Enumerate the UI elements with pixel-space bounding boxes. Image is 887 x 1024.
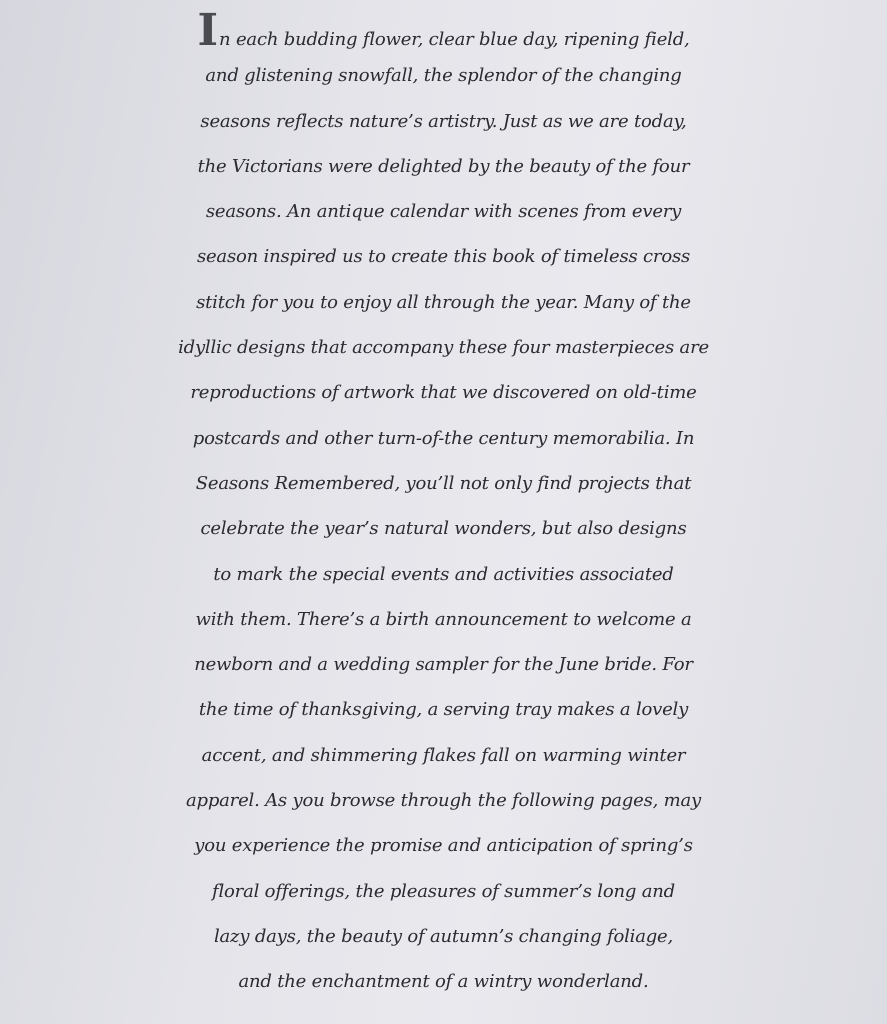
paragraph-line-9: reproductions of artwork that we discovered on old-time — [190, 382, 697, 404]
paragraph-line-16: the time of thanksgiving, a serving tray makes a lovely — [198, 699, 689, 721]
paragraph-line-22: and the enchantment of a wintry wonderland. — [238, 971, 649, 993]
paragraph-line-21: lazy days, the beauty of autumn’s changing foliage, — [213, 925, 674, 947]
paragraph-line-12: celebrate the year’s natural wonders, but also designs — [200, 518, 687, 540]
paragraph-line-20: floral offerings, the pleasures of summer’s long and — [212, 880, 675, 902]
paragraph-line-6: season inspired us to create this book of timeless cross — [196, 246, 691, 268]
paragraph-line-13: to mark the special events and activities associated — [213, 563, 674, 585]
paragraph-line-19: you experience the promise and anticipation of spring’s — [194, 835, 693, 857]
paragraph-line-2: and glistening snowfall, the splendor of the changing — [205, 65, 682, 87]
intro-paragraph — [0, 5, 887, 1005]
paragraph-line-17: accent, and shimmering flakes fall on warming winter — [201, 744, 686, 766]
paragraph-line-5: seasons. An antique calendar with scenes from every — [205, 201, 682, 223]
paragraph-line-4: the Victorians were delighted by the beauty of the four — [197, 155, 690, 177]
paragraph-line-1 — [0, 5, 887, 56]
paragraph-line-8: idyllic designs that accompany these four masterpieces are — [178, 337, 709, 359]
paragraph-line-18: apparel. As you browse through the following pages, may — [185, 790, 702, 812]
paragraph-line-15: newborn and a wedding sampler for the June bride. For — [194, 654, 693, 676]
line-text: n each budding flower, clear blue day, ripening field, — [219, 29, 690, 50]
paragraph-line-7: stitch for you to enjoy all through the year. Many of the — [196, 291, 691, 313]
paragraph-line-10: postcards and other turn-of-the century memorabilia. In — [192, 427, 695, 449]
drop-cap: I — [197, 5, 220, 56]
paragraph-line-11: Seasons Remembered, you’ll not only find projects that — [195, 472, 692, 494]
paragraph-line-3: seasons reflects nature’s artistry. Just as we are today, — [200, 110, 687, 132]
paragraph-line-14: with them. There’s a birth announcement to welcome a — [195, 608, 692, 630]
